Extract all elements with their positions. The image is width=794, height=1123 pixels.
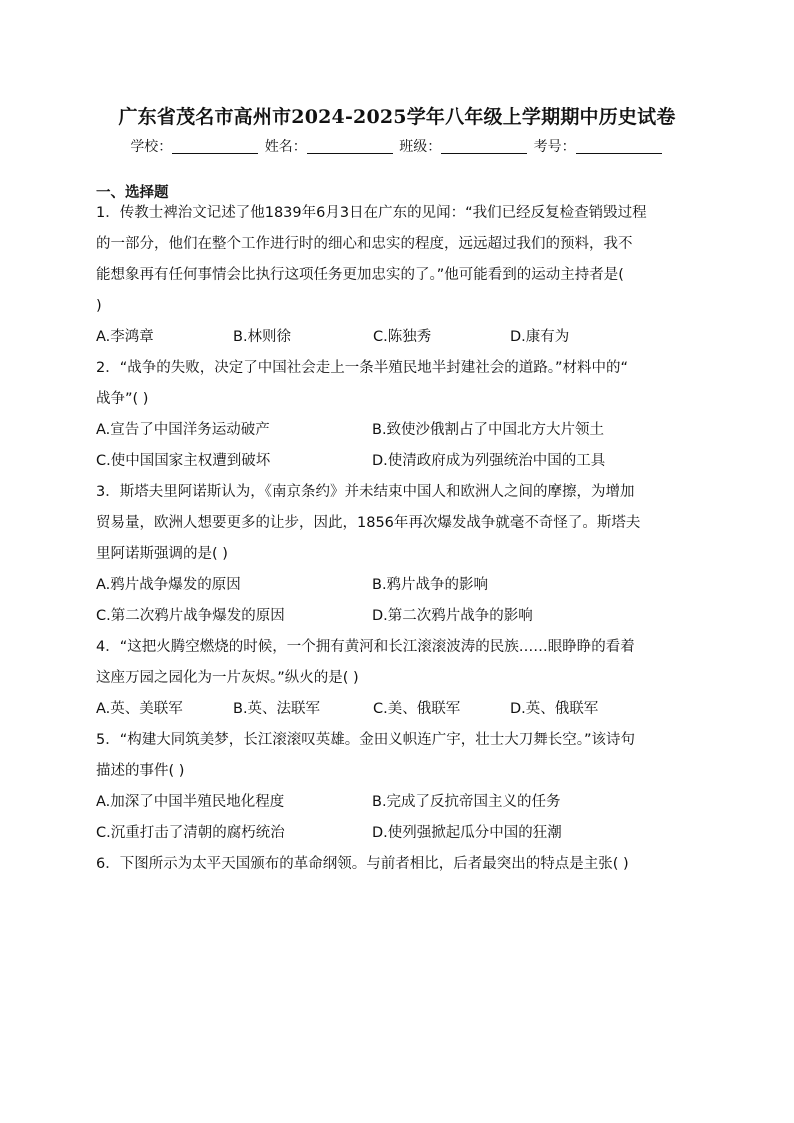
stem-line: 1．传教士裨治文记述了他1839年6月3日在广东的见闻：“我们已经反复检查销毁过程	[96, 205, 647, 221]
option-c[interactable]: C.陈独秀	[373, 329, 432, 345]
option-a[interactable]: A.鸦片战争爆发的原因	[96, 577, 241, 593]
stem-line: 2．“战争的失败，决定了中国社会走上一条半殖民地半封建社会的道路。”材料中的“	[96, 360, 629, 376]
section-title: 一、选择题	[96, 185, 169, 201]
stem-line: 描述的事件( )	[96, 763, 185, 779]
option-b[interactable]: B.英、法联军	[233, 701, 321, 717]
question-3-options-row	[96, 570, 700, 601]
question-5-stem	[96, 725, 700, 787]
exam-number-blank[interactable]	[576, 139, 662, 154]
stem-line: )	[96, 298, 102, 314]
question-3-stem	[96, 477, 700, 570]
question-2-options-row	[96, 415, 700, 446]
stem-line: 战争”( )	[96, 391, 149, 407]
question-4-options-row	[96, 694, 700, 725]
question-6-stem	[96, 849, 700, 880]
question-2-options-row	[96, 446, 700, 477]
stem-line: 能想象再有任何事情会比执行这项任务更加忠实的了。”他可能看到的运动主持者是(	[96, 267, 624, 283]
option-a[interactable]: A.加深了中国半殖民地化程度	[96, 794, 285, 810]
option-c[interactable]: C.使中国国家主权遭到破坏	[96, 453, 271, 469]
option-b[interactable]: B.林则徐	[233, 329, 292, 345]
student-info-row	[0, 136, 794, 156]
stem-line: 3．斯塔夫里阿诺斯认为，《南京条约》并未结束中国人和欧洲人之间的摩擦，为增加	[96, 484, 635, 500]
school-label: 学校：	[130, 139, 173, 155]
question-2-stem	[96, 353, 700, 415]
option-c[interactable]: C.美、俄联军	[373, 701, 461, 717]
class-label: 班级：	[399, 139, 442, 155]
question-5-options-row	[96, 787, 700, 818]
stem-line: 5．“构建大同筑美梦，长江滚滚叹英雄。金田义帜连广宇，壮士大刀舞长空。”该诗句	[96, 732, 635, 748]
name-blank[interactable]	[307, 139, 393, 154]
option-a[interactable]: A.英、美联军	[96, 701, 183, 717]
stem-line: 贸易量，欧洲人想要更多的让步，因此，1856年再次爆发战争就毫不奇怪了。斯塔夫	[96, 515, 641, 531]
stem-line: 这座万园之园化为一片灰烬。”纵火的是( )	[96, 670, 359, 686]
question-1-options-row	[96, 322, 700, 353]
option-d[interactable]: D.使清政府成为列强统治中国的工具	[372, 453, 606, 469]
option-b[interactable]: B.致使沙俄割占了中国北方大片领土	[372, 422, 605, 438]
option-b[interactable]: B.鸦片战争的影响	[372, 577, 489, 593]
option-a[interactable]: A.宣告了中国洋务运动破产	[96, 422, 270, 438]
question-3-options-row	[96, 601, 700, 632]
stem-line: 6．下图所示为太平天国颁布的革命纲领。与前者相比，后者最突出的特点是主张( )	[96, 856, 629, 872]
school-blank[interactable]	[172, 139, 258, 154]
exam-number-label: 考号：	[533, 139, 576, 155]
option-d[interactable]: D.康有为	[510, 329, 570, 345]
option-c[interactable]: C.第二次鸦片战争爆发的原因	[96, 608, 285, 624]
question-5-options-row	[96, 818, 700, 849]
name-label: 姓名：	[264, 139, 307, 155]
question-4-stem	[96, 632, 700, 694]
stem-line: 的一部分，他们在整个工作进行时的细心和忠实的程度，远远超过我们的预料，我不	[96, 236, 633, 252]
class-blank[interactable]	[441, 139, 527, 154]
exam-title: 广东省茂名市高州市2024-2025学年八年级上学期期中历史试卷	[118, 106, 676, 128]
option-b[interactable]: B.完成了反抗帝国主义的任务	[372, 794, 561, 810]
option-c[interactable]: C.沉重打击了清朝的腐朽统治	[96, 825, 285, 841]
stem-line: 里阿诺斯强调的是( )	[96, 546, 228, 562]
option-d[interactable]: D.第二次鸦片战争的影响	[372, 608, 533, 624]
stem-line: 4．“这把火腾空燃烧的时候，一个拥有黄河和长江滚滚波涛的民族……眼睁睁的看着	[96, 639, 635, 655]
option-d[interactable]: D.英、俄联军	[510, 701, 599, 717]
question-1-stem	[96, 198, 700, 322]
option-d[interactable]: D.使列强掀起瓜分中国的狂潮	[372, 825, 562, 841]
option-a[interactable]: A.李鸿章	[96, 329, 154, 345]
